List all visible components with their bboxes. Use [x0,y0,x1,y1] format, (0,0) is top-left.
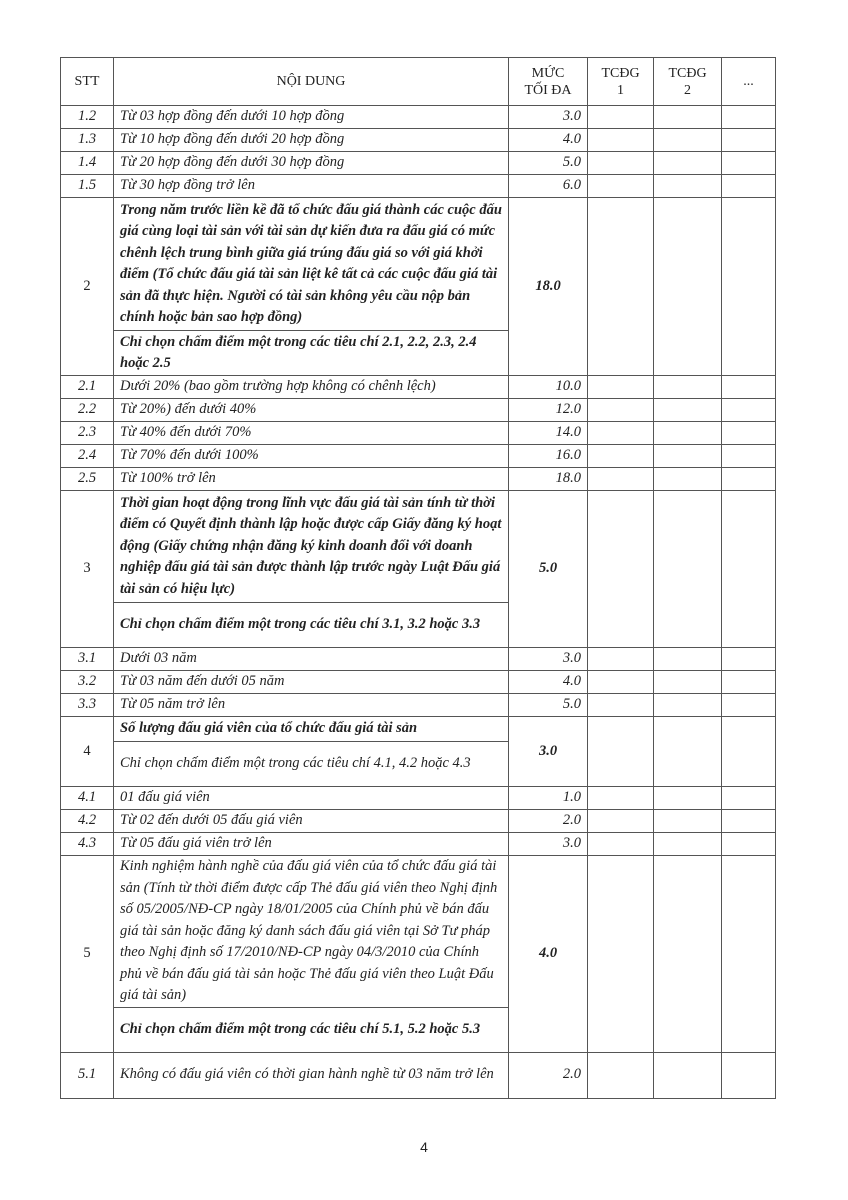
cell-tcdg1 [588,399,654,422]
cell-more [722,833,776,856]
row-content: Từ 10 hợp đồng đến dưới 20 hợp đồng [114,129,509,152]
cell-tcdg1 [588,648,654,671]
cell-tcdg2 [654,106,722,129]
cell-more [722,810,776,833]
cell-tcdg2 [654,152,722,175]
table-row [61,468,776,491]
row-content: Từ 03 năm đến dưới 05 năm [114,671,509,694]
col-header-tcdg-2 [654,58,722,106]
table-row [61,152,776,175]
table-row [61,810,776,833]
row-stt: 2.3 [61,422,114,445]
row-max-score: 14.0 [509,422,588,445]
cell-more [722,376,776,399]
header-row [61,58,776,106]
row-max-score: 2.0 [509,810,588,833]
row-content: Không có đấu giá viên có thời gian hành nghề từ 03 năm trở lên [114,1052,509,1098]
row-content: Từ 30 hợp đồng trở lên [114,175,509,198]
table-row [61,376,776,399]
table-row [61,694,776,717]
row-content: Từ 20%) đến dưới 40% [114,399,509,422]
cell-tcdg1 [588,175,654,198]
row-max-score: 3.0 [509,106,588,129]
cell-tcdg1 [588,671,654,694]
row-max-score: 2.0 [509,1052,588,1098]
row-content: Thời gian hoạt động trong lĩnh vực đấu giá tài sản tính từ thời điểm có Quyết định thành lập hoặc được cấp Giấy đăng ký hoạt động (Giấy chứng nhận đăng ký kinh doanh đối với doanh nghiệp đấu giá tài sản được thành lập trước ngày Luật Đấu giá tài sản có hiệu lực) [114,491,509,603]
cell-tcdg1 [588,106,654,129]
cell-more [722,787,776,810]
tcdg1-line1: TCĐG [601,65,640,81]
cell-tcdg1 [588,787,654,810]
row-stt: 2.2 [61,399,114,422]
cell-more [722,422,776,445]
cell-tcdg2 [654,198,722,376]
row-max-score: 18.0 [509,468,588,491]
cell-more [722,198,776,376]
row-max-score: 5.0 [509,491,588,648]
cell-tcdg1 [588,833,654,856]
cell-tcdg2 [654,671,722,694]
row-note: Chỉ chọn chấm điểm một trong các tiêu chí 2.1, 2.2, 2.3, 2.4 hoặc 2.5 [114,331,509,376]
max-score-line1: MỨC [531,65,565,81]
cell-more [722,717,776,787]
row-max-score: 10.0 [509,376,588,399]
cell-more [722,1052,776,1098]
table-row [61,422,776,445]
cell-more [722,152,776,175]
cell-more [722,468,776,491]
row-content: Kinh nghiệm hành nghề của đấu giá viên của tổ chức đấu giá tài sản (Tính từ thời điểm được cấp Thẻ đấu giá viên theo Nghị định số 05/2005/NĐ-CP ngày 18/01/2005 của Chính phủ về bán đấu giá tài sản hoặc đăng ký danh sách đấu giá viên tại Sở Tư pháp theo Nghị định số 17/2010/NĐ-CP ngày 04/3/2010 của Chính phủ về bán đấu giá tài sản hoặc Thẻ đấu giá viên theo Luật Đấu giá tài sản) [114,856,509,1008]
cell-tcdg2 [654,468,722,491]
row-stt: 3.1 [61,648,114,671]
row-stt: 4.1 [61,787,114,810]
cell-tcdg2 [654,833,722,856]
row-stt: 1.3 [61,129,114,152]
row-content: Số lượng đấu giá viên của tổ chức đấu giá tài sản [114,717,509,742]
cell-tcdg1 [588,694,654,717]
row-max-score: 4.0 [509,671,588,694]
row-stt: 4.3 [61,833,114,856]
cell-more [722,694,776,717]
cell-tcdg2 [654,129,722,152]
cell-tcdg1 [588,376,654,399]
page-number: 4 [420,1139,428,1155]
row-note: Chỉ chọn chấm điểm một trong các tiêu chí 4.1, 4.2 hoặc 4.3 [114,742,509,787]
row-content: Từ 20 hợp đồng đến dưới 30 hợp đồng [114,152,509,175]
table-row [61,1052,776,1098]
cell-tcdg1 [588,491,654,648]
row-stt: 2.4 [61,445,114,468]
table-row [61,671,776,694]
row-content: Từ 100% trở lên [114,468,509,491]
row-content: Dưới 20% (bao gồm trường hợp không có chênh lệch) [114,376,509,399]
cell-more [722,445,776,468]
cell-tcdg2 [654,422,722,445]
scoring-table [60,57,776,1099]
cell-tcdg2 [654,694,722,717]
col-header-max-score [509,58,588,106]
table-row [61,648,776,671]
row-note: Chỉ chọn chấm điểm một trong các tiêu chí 3.1, 3.2 hoặc 3.3 [114,603,509,648]
row-max-score: 5.0 [509,694,588,717]
row-stt: 2 [61,198,114,376]
row-content: Từ 70% đến dưới 100% [114,445,509,468]
row-max-score: 4.0 [509,856,588,1053]
table-row [61,399,776,422]
table-row [61,445,776,468]
row-note: Chỉ chọn chấm điểm một trong các tiêu chí 5.1, 5.2 hoặc 5.3 [114,1007,509,1052]
cell-tcdg2 [654,717,722,787]
cell-tcdg1 [588,717,654,787]
table-row [61,198,776,331]
tcdg1-line2: 1 [617,82,624,98]
row-max-score: 3.0 [509,648,588,671]
row-stt: 3 [61,491,114,648]
tcdg2-line2: 2 [684,82,691,98]
table-row [61,175,776,198]
table-row [61,106,776,129]
cell-tcdg2 [654,399,722,422]
row-content: Từ 03 hợp đồng đến dưới 10 hợp đồng [114,106,509,129]
cell-tcdg2 [654,491,722,648]
cell-more [722,106,776,129]
row-stt: 3.2 [61,671,114,694]
row-stt: 1.2 [61,106,114,129]
row-max-score: 5.0 [509,152,588,175]
row-max-score: 12.0 [509,399,588,422]
row-content: Từ 40% đến dưới 70% [114,422,509,445]
max-score-line2: TỐI ĐA [524,82,572,98]
row-stt: 1.4 [61,152,114,175]
cell-tcdg2 [654,1052,722,1098]
row-content: Từ 05 năm trở lên [114,694,509,717]
table-row [61,129,776,152]
row-content: Trong năm trước liền kề đã tổ chức đấu giá thành các cuộc đấu giá cùng loại tài sản với tài sản dự kiến đưa ra đấu giá có mức chênh lệch trung bình giữa giá trúng đấu giá so với giá khởi điểm (Tổ chức đấu giá tài sản liệt kê tất cả các cuộc đấu giá tài sản đã thực hiện. Người có tài sản không yêu cầu nộp bản chính hoặc bản sao hợp đồng) [114,198,509,331]
col-header-tcdg-1 [588,58,654,106]
cell-more [722,648,776,671]
tcdg2-line1: TCĐG [668,65,707,81]
row-content: Từ 02 đến dưới 05 đấu giá viên [114,810,509,833]
row-stt: 4.2 [61,810,114,833]
cell-tcdg2 [654,648,722,671]
cell-tcdg2 [654,445,722,468]
cell-tcdg1 [588,856,654,1053]
cell-more [722,399,776,422]
cell-tcdg1 [588,1052,654,1098]
row-stt: 2.5 [61,468,114,491]
table-row [61,833,776,856]
row-max-score: 3.0 [509,833,588,856]
row-stt: 2.1 [61,376,114,399]
cell-tcdg1 [588,129,654,152]
cell-tcdg1 [588,198,654,376]
cell-tcdg1 [588,152,654,175]
row-stt: 1.5 [61,175,114,198]
cell-more [722,671,776,694]
row-stt: 3.3 [61,694,114,717]
row-content: 01 đấu giá viên [114,787,509,810]
cell-more [722,129,776,152]
row-max-score: 3.0 [509,717,588,787]
row-content: Từ 05 đấu giá viên trở lên [114,833,509,856]
cell-more [722,491,776,648]
row-stt: 5.1 [61,1052,114,1098]
cell-tcdg2 [654,810,722,833]
cell-more [722,856,776,1053]
cell-tcdg2 [654,856,722,1053]
row-max-score: 1.0 [509,787,588,810]
table-row [61,717,776,742]
cell-tcdg1 [588,422,654,445]
row-max-score: 4.0 [509,129,588,152]
row-content: Dưới 03 năm [114,648,509,671]
cell-tcdg1 [588,445,654,468]
row-max-score: 18.0 [509,198,588,376]
col-header-content: NỘI DUNG [114,58,509,106]
col-header-stt: STT [61,58,114,106]
row-stt: 5 [61,856,114,1053]
col-header-more: ... [722,58,776,106]
cell-more [722,175,776,198]
row-max-score: 16.0 [509,445,588,468]
row-max-score: 6.0 [509,175,588,198]
row-stt: 4 [61,717,114,787]
cell-tcdg1 [588,810,654,833]
table-row [61,491,776,603]
cell-tcdg2 [654,376,722,399]
cell-tcdg2 [654,787,722,810]
cell-tcdg1 [588,468,654,491]
table-row [61,787,776,810]
table-row [61,856,776,1008]
cell-tcdg2 [654,175,722,198]
